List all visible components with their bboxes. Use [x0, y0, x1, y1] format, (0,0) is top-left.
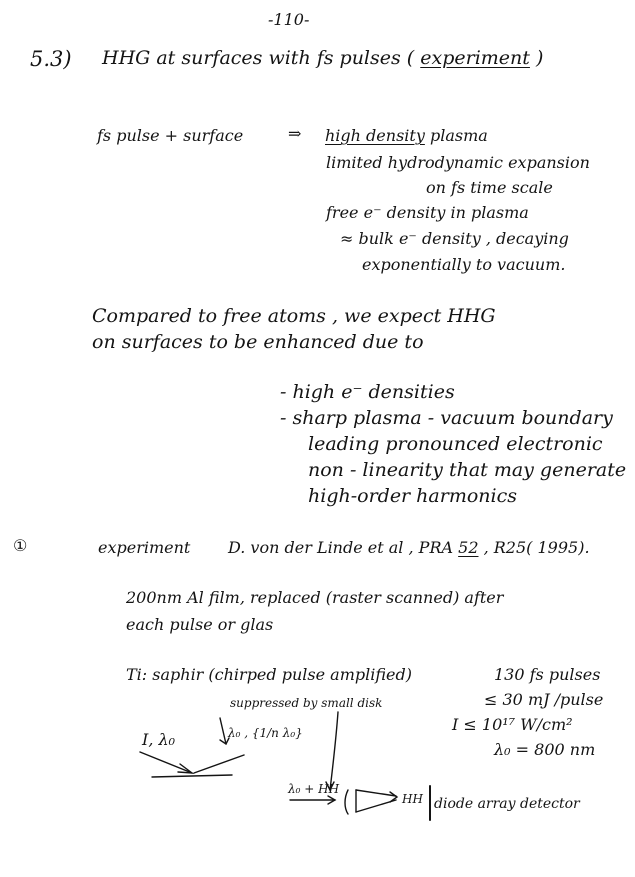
- comparison-line-1: Compared to free atoms , we expect HHG: [92, 305, 496, 327]
- intro-line-4: ≈ bulk e⁻ density , decaying: [340, 229, 569, 248]
- reflected-label: λ₀ , {1/n λ₀}: [228, 726, 303, 740]
- param-intensity: I ≤ 10¹⁷ W/cm²: [452, 715, 573, 734]
- intro-left: fs pulse + surface: [97, 126, 244, 145]
- bullet-5: high-order harmonics: [308, 485, 517, 507]
- intro-result-underlined: high density: [325, 126, 425, 145]
- section-title-tag: experiment: [420, 47, 530, 69]
- sample-line-1: 200nm Al film, replaced (raster scanned) after: [126, 588, 504, 607]
- reference-page: , R25( 1995).: [478, 538, 590, 557]
- comparison-line-2: on surfaces to be enhanced due to: [92, 331, 424, 353]
- incident-beam: [140, 752, 192, 773]
- laser-description: Ti: saphir (chirped pulse amplified): [126, 665, 412, 684]
- section-number: 5.3): [30, 47, 72, 71]
- reference-authors: D. von der Linde et al , PRA: [228, 538, 459, 557]
- intro-result-rest: plasma: [429, 126, 488, 145]
- param-pulse-duration: 130 fs pulses: [494, 665, 601, 684]
- section-title-main: HHG at surfaces with fs pulses (: [102, 47, 415, 69]
- circled-one-marker: ①: [13, 536, 28, 555]
- implies-arrow: ⇒: [288, 124, 302, 143]
- experiment-label: experiment: [98, 538, 191, 557]
- hh-label: HH: [402, 792, 423, 806]
- note-pointer: [330, 712, 338, 790]
- intro-line-2: on fs time scale: [426, 178, 553, 197]
- reference-volume: 52: [458, 538, 479, 557]
- incident-label: I, λ₀: [142, 730, 176, 749]
- param-wavelength: λ₀ = 800 nm: [494, 740, 596, 759]
- dispersed-beam-upper: [356, 790, 396, 796]
- intro-line-5: exponentially to vacuum.: [362, 255, 566, 274]
- sample-line-2: each pulse or glas: [126, 615, 274, 634]
- bullet-3: leading pronounced electronic: [308, 433, 603, 455]
- target-surface: [152, 775, 232, 777]
- page-number: -110-: [268, 10, 310, 29]
- section-title-close: ): [535, 47, 544, 69]
- grating: [345, 790, 348, 814]
- param-energy: ≤ 30 mJ /pulse: [484, 690, 604, 709]
- bullet-1: - high e⁻ densities: [280, 381, 455, 403]
- reflected-beam: [194, 755, 244, 773]
- suppressed-note: suppressed by small disk: [230, 696, 383, 710]
- detector-label: diode array detector: [434, 796, 580, 812]
- intro-line-1: limited hydrodynamic expansion: [326, 153, 590, 172]
- intro-line-3: free e⁻ density in plasma: [326, 203, 529, 222]
- mixed-beam-label: λ₀ + HH: [288, 782, 340, 796]
- bullet-2: - sharp plasma - vacuum boundary: [280, 407, 613, 429]
- bullet-4: non - linearity that may generate: [308, 459, 627, 481]
